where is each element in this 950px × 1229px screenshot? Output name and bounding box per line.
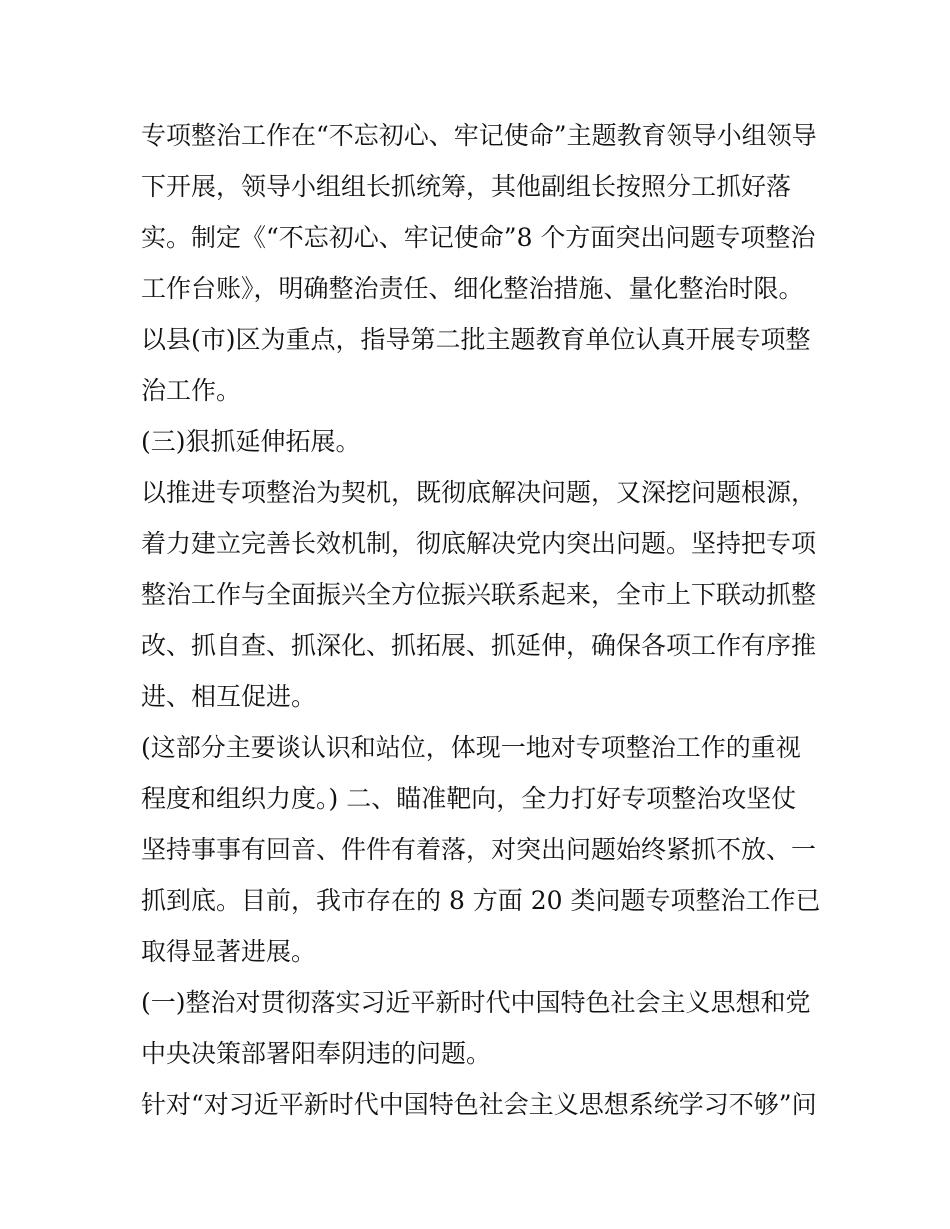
- text-line: 取得显著进展。: [141, 937, 317, 966]
- text-line: 坚持事事有回音、件件有着落，对突出问题始终紧抓不放、一: [141, 835, 817, 864]
- text-line: 专项整治工作在“不忘初心、牢记使命”主题教育领导小组领导: [141, 121, 817, 150]
- text-line: 实。制定《“不忘初心、牢记使命”8 个方面突出问题专项整治: [141, 223, 816, 252]
- text-line: 工作台账》，明确整治责任、细化整治措施、量化整治时限。: [141, 274, 804, 303]
- text-line: 抓到底。目前，我市存在的 8 方面 20 类问题专项整治工作已: [141, 886, 821, 915]
- document-body: [141, 110, 821, 1130]
- text-line: 改、抓自查、抓深化、抓拓展、抓延伸，确保各项工作有序推: [141, 631, 817, 660]
- text-line: 以县(市)区为重点，指导第二批主题教育单位认真开展专项整: [141, 325, 811, 354]
- text-line: 整治工作与全面振兴全方位振兴联系起来，全市上下联动抓整: [141, 580, 817, 609]
- section-heading: (一)整治对贯彻落实习近平新时代中国特色社会主义思想和党: [141, 988, 811, 1017]
- text-line: 程度和组织力度。) 二、瞄准靶向，全力打好专项整治攻坚仗: [141, 784, 797, 813]
- text-line: 以推进专项整治为契机，既彻底解决问题，又深挖问题根源，: [141, 478, 817, 507]
- section-heading: (三)狠抓延伸拓展。: [141, 427, 361, 456]
- text-line: 治工作。: [141, 376, 242, 405]
- text-line: 下开展，领导小组组长抓统筹，其他副组长按照分工抓好落: [141, 172, 792, 201]
- text-line: (这部分主要谈认识和站位，体现一地对专项整治工作的重视: [141, 733, 801, 762]
- text-line: 着力建立完善长效机制，彻底解决党内突出问题。坚持把专项: [141, 529, 817, 558]
- text-line: 进、相互促进。: [141, 682, 317, 711]
- text-line: 针对“对习近平新时代中国特色社会主义思想系统学习不够”问: [141, 1090, 817, 1119]
- text-line: 中央决策部署阳奉阴违的问题。: [141, 1039, 492, 1068]
